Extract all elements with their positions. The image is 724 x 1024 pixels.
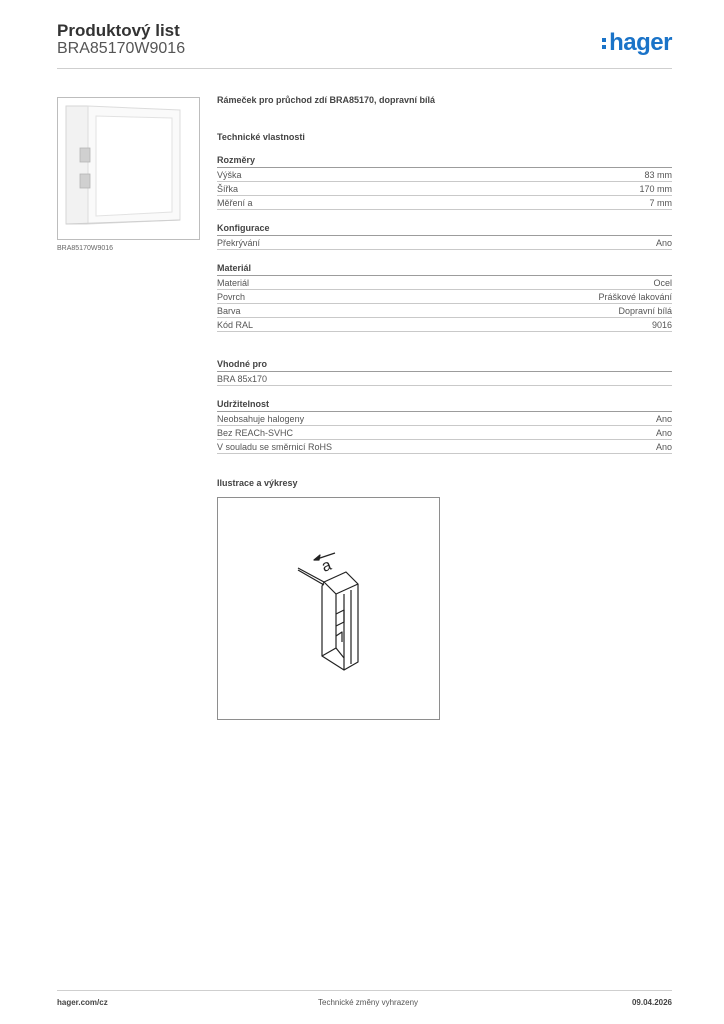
section-dimensions <box>217 155 672 210</box>
spec-value: Ano <box>655 428 672 438</box>
spec-label: Materiál <box>217 278 250 288</box>
section-title: Materiál <box>217 263 672 276</box>
spec-value: Ocel <box>653 278 672 288</box>
technical-drawing <box>217 497 440 720</box>
product-code: BRA85170W9016 <box>57 40 186 57</box>
technical-heading: Technické vlastnosti <box>217 132 305 142</box>
section-sustainability <box>217 399 672 454</box>
product-title: Rámeček pro průchod zdí BRA85170, dopravní bílá <box>217 95 436 105</box>
product-image <box>57 97 200 240</box>
page-title: Produktový list <box>57 21 180 40</box>
spec-value: Ano <box>655 414 672 424</box>
spec-row <box>217 426 672 440</box>
spec-row <box>217 236 672 250</box>
spec-row <box>217 412 672 426</box>
section-suitable-for <box>217 359 672 386</box>
spec-value: 7 mm <box>649 198 672 208</box>
footer-website-link[interactable]: hager.com/cz <box>57 998 108 1007</box>
spec-label: Kód RAL <box>217 320 254 330</box>
illustrations-title: Ilustrace a výkresy <box>217 478 298 488</box>
product-image-caption: BRA85170W9016 <box>57 245 114 252</box>
spec-label: Povrch <box>217 292 246 302</box>
spec-value: 9016 <box>651 320 672 330</box>
dimension-label-a: a <box>319 556 334 576</box>
frame-drawing-icon <box>218 498 439 719</box>
spec-label: Výška <box>217 170 242 180</box>
footer-disclaimer: Technické změny vyhrazeny <box>318 998 419 1007</box>
footer-divider <box>57 990 672 991</box>
spec-row <box>217 276 672 290</box>
spec-value: Ano <box>655 238 672 248</box>
spec-row <box>217 196 672 210</box>
spec-row <box>217 440 672 454</box>
section-material <box>217 263 672 332</box>
header-divider <box>57 68 672 69</box>
spec-value: Práškové lakování <box>598 292 672 302</box>
spec-label: BRA 85x170 <box>217 374 268 384</box>
frame-product-icon <box>58 98 199 239</box>
spec-label: Měření a <box>217 198 253 208</box>
logo-dots-icon <box>602 35 606 52</box>
spec-row <box>217 304 672 318</box>
spec-row <box>217 290 672 304</box>
logo-text: hager <box>609 29 672 56</box>
spec-row <box>217 372 672 386</box>
section-configuration <box>217 223 672 250</box>
spec-label: Šířka <box>217 184 239 194</box>
section-title: Rozměry <box>217 155 672 168</box>
spec-value: Ano <box>655 442 672 452</box>
spec-value: 170 mm <box>639 184 672 194</box>
spec-label: Barva <box>217 306 241 316</box>
hager-logo[interactable] <box>602 29 672 57</box>
section-title: Konfigurace <box>217 223 672 236</box>
spec-value: Dopravní bílá <box>618 306 672 316</box>
spec-label: Neobsahuje halogeny <box>217 414 305 424</box>
section-title: Udržitelnost <box>217 399 672 412</box>
footer-date: 09.04.2026 <box>631 998 672 1007</box>
technical-content <box>217 95 672 467</box>
spec-row <box>217 182 672 196</box>
section-spacer <box>217 345 672 359</box>
spec-row <box>217 318 672 332</box>
spec-label: V souladu se směrnicí RoHS <box>217 442 333 452</box>
spec-row <box>217 168 672 182</box>
spec-label: Překrývání <box>217 238 261 248</box>
spec-label: Bez REACh-SVHC <box>217 428 294 438</box>
section-title: Vhodné pro <box>217 359 672 372</box>
spec-value: 83 mm <box>644 170 672 180</box>
